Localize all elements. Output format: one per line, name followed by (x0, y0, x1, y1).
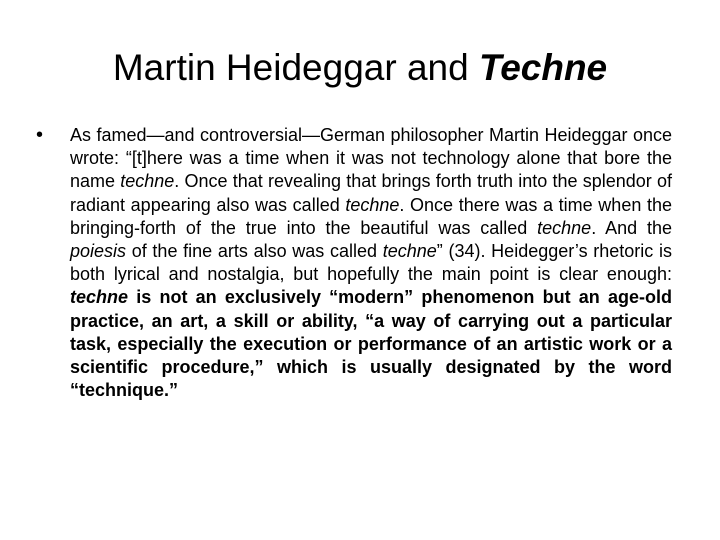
bullet-text-segment: . Once there was a time when the bringing-forth of the true into the beautiful was called (70, 194, 672, 238)
bullet-text-italic: techne (382, 241, 437, 262)
bullet-text-segment: As famed—and controversial—German philosopher Martin Heideggar once wrote: “[t]here was a time when it was not technology alone that bore the name (70, 125, 672, 192)
bullet-text-segment: of the fine arts also was called (126, 241, 383, 262)
bullet-text-italic: techne (120, 171, 175, 192)
slide-title-emphasis: Techne (478, 47, 608, 88)
slide-title (40, 44, 680, 92)
bullet-text-italic: poiesis (70, 241, 127, 262)
slide-title-text: Martin Heideggar and (112, 47, 479, 88)
bullet-text-segment: ” (34). Heidegger’s rhetoric is both lyrical and nostalgia, but hopefully the main point is clear enough: (70, 241, 672, 285)
bullet-text-bold: is not an exclusively “modern” phenomenon but an age-old practice, an art, a skill or ability, “a way of carrying out a particular task, especially the execution or performance of an artistic work or a scientific procedure,” which is usually designated by the word “technique.” (70, 287, 672, 401)
bullet-icon: • (36, 124, 44, 146)
bullet-text-segment: . And the (591, 217, 672, 238)
bullet-text-bold-italic: techne (70, 287, 129, 308)
bullet-text-italic: techne (345, 194, 400, 215)
bullet-text (70, 124, 672, 402)
bullet-text-italic: techne (537, 217, 592, 238)
bullet-text-segment: . Once that revealing that brings forth truth into the splendor of radiant appearing also was called (70, 171, 672, 215)
